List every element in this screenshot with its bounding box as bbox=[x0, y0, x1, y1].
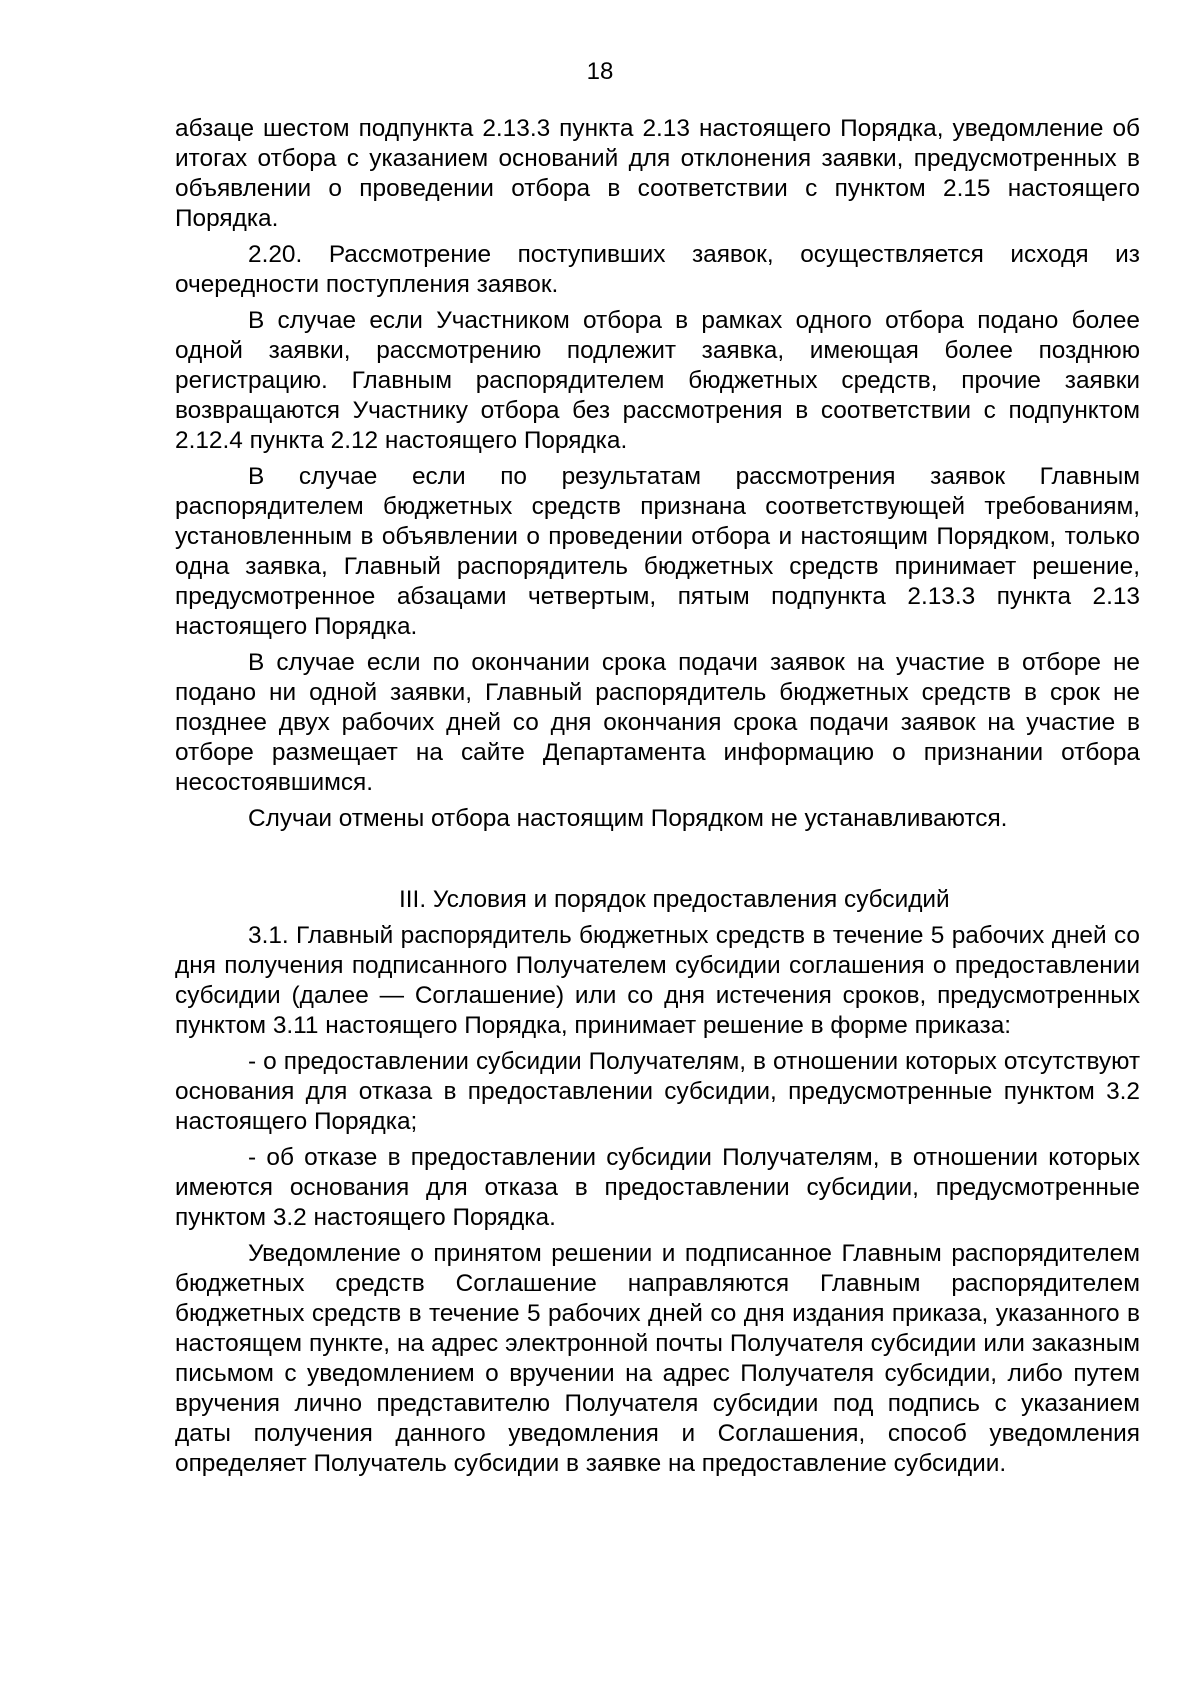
list-item: - о предоставлении субсидии Получателям, в отношении которых отсутствуют основания для отказа в предоставлении субсидии, предусмотренные пунктом 3.2 настоящего Порядка; bbox=[175, 1048, 1140, 1135]
paragraph: В случае если по окончании срока подачи заявок на участие в отборе не подано ни одной заявки, Главный распорядитель бюджетных средств в срок не позднее двух рабочих дней со дня окончания срока подачи заявок на участие в отборе размещает на сайте Департамента информацию о признании отбора несостоявшимся. bbox=[175, 649, 1140, 796]
paragraph: В случае если Участником отбора в рамках одного отбора подано более одной заявки, рассмотрению подлежит заявка, имеющая более позднюю регистрацию. Главным распорядителем бюджетных средств, прочие заявки возвращаются Участнику отбора без рассмотрения в соответствии с подпунктом 2.12.4 пункта 2.12 настоящего Порядка. bbox=[175, 307, 1140, 454]
paragraph: Уведомление о принятом решении и подписанное Главным распорядителем бюджетных средств Соглашение направляются Главным распорядителем бюджетных средств в течение 5 рабочих дней со дня издания приказа, указанного в настоящем пункте, на адрес электронной почты Получателя субсидии или заказным письмом с уведомлением о вручении на адрес Получателя субсидии, либо путем вручения лично представителю Получателя субсидии под подпись с указанием даты получения данного уведомления и Соглашения, способ уведомления определяет Получатель субсидии в заявке на предоставление субсидии. bbox=[175, 1240, 1140, 1477]
list-item: - об отказе в предоставлении субсидии Получателям, в отношении которых имеются основания для отказа в предоставлении субсидии, предусмотренные пунктом 3.2 настоящего Порядка. bbox=[175, 1144, 1140, 1231]
paragraph: 3.1. Главный распорядитель бюджетных средств в течение 5 рабочих дней со дня получения подписанного Получателем субсидии соглашения о предоставлении субсидии (далее — Соглашение) или со дня истечения сроков, предусмотренных пунктом 3.11 настоящего Порядка, принимает решение в форме приказа: bbox=[175, 922, 1140, 1039]
document-body bbox=[175, 114, 1140, 1485]
paragraph: абзаце шестом подпункта 2.13.3 пункта 2.13 настоящего Порядка, уведомление об итогах отбора с указанием оснований для отклонения заявки, предусмотренных в объявлении о проведении отбора в соответствии с пунктом 2.15 настоящего Порядка. bbox=[175, 115, 1140, 232]
section-heading: III. Условия и порядок предоставления субсидий bbox=[399, 886, 950, 913]
paragraph: Случаи отмены отбора настоящим Порядком не устанавливаются. bbox=[248, 805, 1008, 832]
paragraph: 2.20. Рассмотрение поступивших заявок, осуществляется исходя из очередности поступления заявок. bbox=[175, 241, 1140, 298]
page-number: 18 bbox=[586, 58, 614, 85]
paragraph: В случае если по результатам рассмотрения заявок Главным распорядителем бюджетных средств признана соответствующей требованиям, установленным в объявлении о проведении отбора и настоящим Порядком, только одна заявка, Главный распорядитель бюджетных средств принимает решение, предусмотренное абзацами четвертым, пятым подпункта 2.13.3 пункта 2.13 настоящего Порядка. bbox=[175, 463, 1140, 640]
